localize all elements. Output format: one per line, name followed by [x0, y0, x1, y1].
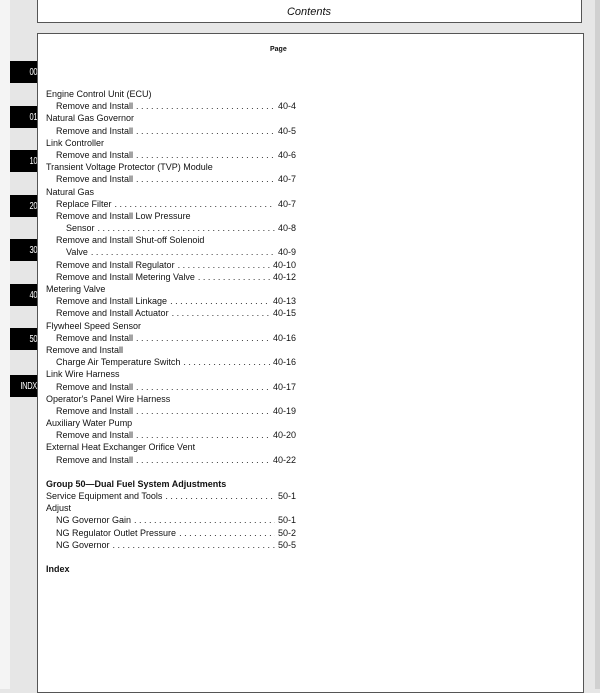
toc-page-number: 40-15 [272, 308, 296, 319]
toc-entry[interactable] [46, 259, 296, 271]
section-tab-10[interactable] [10, 150, 37, 172]
dot-leader [136, 429, 270, 441]
toc-entry [46, 161, 296, 173]
toc-entry[interactable] [46, 527, 296, 539]
header-title: Contents [286, 6, 331, 18]
toc-gap [46, 466, 296, 478]
toc-entry-title: Sensor [66, 223, 95, 234]
dot-leader [115, 198, 275, 210]
dot-leader [136, 173, 275, 185]
toc-entry-title: Charge Air Temperature Switch [56, 357, 181, 368]
toc-page-number: 50-2 [277, 527, 296, 538]
toc-entry-title: Transient Voltage Protector (TVP) Module [46, 162, 213, 173]
section-tab-indx[interactable] [10, 375, 37, 397]
toc-entry-title: NG Governor Gain [56, 515, 132, 526]
section-tab-01[interactable] [10, 106, 37, 128]
section-tab-label: 50 [29, 333, 37, 345]
toc-entry-title: Group 50—Dual Fuel System Adjustments [46, 478, 227, 489]
section-tab-label: 01 [29, 111, 37, 123]
toc-entry[interactable] [46, 454, 296, 466]
toc-entry-title: Natural Gas [46, 186, 95, 197]
toc-page-number: 40-6 [277, 149, 296, 160]
dot-leader [136, 381, 270, 393]
toc-entry[interactable] [46, 490, 296, 502]
dot-leader [134, 514, 275, 526]
toc-page-number: 40-8 [277, 223, 296, 234]
toc-entry[interactable] [46, 307, 296, 319]
toc-entry-title: Natural Gas Governor [46, 113, 135, 124]
toc-entry-title: Remove and Install [56, 101, 134, 112]
section-tab-label: 20 [29, 200, 37, 212]
toc-entry [46, 502, 296, 514]
toc-entry[interactable] [46, 246, 296, 258]
dot-leader [113, 539, 275, 551]
dot-leader [136, 149, 275, 161]
toc-entry[interactable] [46, 514, 296, 526]
dot-leader [183, 356, 270, 368]
section-tab-00[interactable] [10, 61, 37, 83]
section-tab-20[interactable] [10, 195, 37, 217]
toc-entry [46, 210, 296, 222]
toc-page-number: 40-4 [277, 101, 296, 112]
toc-entry-title: Remove and Install [46, 344, 124, 355]
toc-entry [46, 441, 296, 453]
toc-entry-title: Auxiliary Water Pump [46, 418, 133, 429]
toc-entry [46, 417, 296, 429]
section-tab-label: 30 [29, 244, 37, 256]
toc-entry[interactable] [46, 149, 296, 161]
toc-entry-title: Service Equipment and Tools [46, 491, 163, 501]
toc-page-number: 40-10 [272, 259, 296, 270]
toc-entry[interactable] [46, 100, 296, 112]
toc-page-number: 40-22 [272, 454, 296, 465]
toc-page-number: 40-19 [272, 405, 296, 416]
toc-entry[interactable] [46, 381, 296, 393]
toc-gap [46, 551, 296, 563]
left-margin [0, 0, 10, 689]
toc-entry-title: Remove and Install Regulator [56, 259, 175, 270]
toc-entry[interactable] [46, 356, 296, 368]
dot-leader [136, 100, 275, 112]
toc-entry-title: Operator's Panel Wire Harness [46, 393, 171, 404]
toc-entry [46, 137, 296, 149]
toc-entry-title: Remove and Install [56, 174, 134, 185]
dot-leader [98, 222, 275, 234]
toc-entry[interactable] [46, 405, 296, 417]
toc-entry-title: Valve [66, 247, 88, 258]
dot-leader [165, 490, 275, 502]
toc-page-number: 50-1 [277, 491, 296, 501]
toc-entry [46, 234, 296, 246]
toc-page-number: 50-5 [277, 539, 296, 550]
section-tab-label: 00 [29, 66, 37, 78]
toc-entry-title: Remove and Install Metering Valve [56, 271, 195, 282]
toc-entry-title: Link Controller [46, 137, 105, 148]
toc-entry-title: Index [46, 563, 70, 574]
dot-leader [136, 405, 270, 417]
toc-page-number: 40-9 [277, 247, 296, 258]
dot-leader [172, 307, 270, 319]
toc-entry-title: Remove and Install [56, 430, 134, 441]
toc-entry[interactable] [46, 429, 296, 441]
dot-leader [170, 295, 270, 307]
toc-entry[interactable] [46, 295, 296, 307]
header-box [37, 0, 582, 23]
toc-entry-title: External Heat Exchanger Orifice Vent [46, 442, 196, 453]
toc-heading [46, 478, 296, 490]
section-tab-30[interactable] [10, 239, 37, 261]
contents-page [37, 33, 584, 693]
toc-entry-title: Remove and Install Low Pressure [56, 210, 191, 221]
toc-entry [46, 393, 296, 405]
toc-page-number: 40-5 [277, 125, 296, 136]
toc-entry[interactable] [46, 173, 296, 185]
toc-entry[interactable] [46, 332, 296, 344]
toc-entry-title: Remove and Install [56, 332, 134, 343]
toc-entry-title: Replace Filter [56, 198, 112, 209]
toc-page-number: 40-17 [272, 381, 296, 392]
toc-entry-title: Remove and Install Actuator [56, 308, 169, 319]
dot-leader [198, 271, 270, 283]
toc-page-number: 40-20 [272, 430, 296, 441]
toc-entry [46, 186, 296, 198]
toc-page-number: 40-13 [272, 296, 296, 307]
toc-entry [46, 88, 296, 100]
toc-entry-title: Remove and Install [56, 405, 134, 416]
toc-entry[interactable] [46, 539, 296, 551]
dot-leader [136, 125, 275, 137]
toc-page-number: 40-12 [272, 271, 296, 282]
toc-page-number: 40-16 [272, 332, 296, 343]
dot-leader [136, 454, 270, 466]
toc-entry [46, 283, 296, 295]
dot-leader [178, 259, 270, 271]
toc-entry-title: Engine Control Unit (ECU) [46, 89, 152, 99]
toc-entry [46, 112, 296, 124]
toc-page-number: 40-7 [277, 198, 296, 209]
toc-entry-title: Metering Valve [46, 284, 106, 294]
toc-heading [46, 563, 296, 575]
toc-entry-title: Remove and Install Linkage [56, 296, 168, 307]
toc-page-number: 50-1 [277, 515, 296, 526]
toc-page-number: 40-16 [272, 357, 296, 368]
toc-entry[interactable] [46, 125, 296, 137]
section-tab-label: 10 [29, 155, 37, 167]
toc-entry [46, 368, 296, 380]
section-tab-40[interactable] [10, 284, 37, 306]
toc-entry-title: Flywheel Speed Sensor [46, 320, 142, 331]
toc-entry[interactable] [46, 222, 296, 234]
toc-entry-title: Remove and Install [56, 381, 134, 392]
toc-entry-title: Link Wire Harness [46, 369, 120, 380]
toc-entry-title: NG Regulator Outlet Pressure [56, 527, 177, 538]
toc-entry-title: Remove and Install Shut-off Solenoid [56, 235, 205, 246]
dot-leader [179, 527, 275, 539]
section-tab-label: 40 [29, 289, 37, 301]
toc-entry-title: Remove and Install [56, 454, 134, 465]
toc-entry-title: Remove and Install [56, 125, 134, 136]
toc-entry-title: Adjust [46, 503, 72, 514]
dot-leader [136, 332, 270, 344]
toc-entry-title: NG Governor [56, 539, 110, 550]
dot-leader [91, 246, 275, 258]
right-scrollbar[interactable] [595, 0, 600, 689]
toc-page-number: 40-7 [277, 174, 296, 185]
section-tab-label: INDX [20, 380, 37, 392]
toc-entry[interactable] [46, 198, 296, 210]
toc-entry-title: Remove and Install [56, 149, 134, 160]
section-tab-50[interactable] [10, 328, 37, 350]
page-column-label: Page [270, 46, 287, 53]
toc-list [46, 88, 296, 575]
toc-entry [46, 344, 296, 356]
toc-entry[interactable] [46, 271, 296, 283]
toc-entry [46, 320, 296, 332]
